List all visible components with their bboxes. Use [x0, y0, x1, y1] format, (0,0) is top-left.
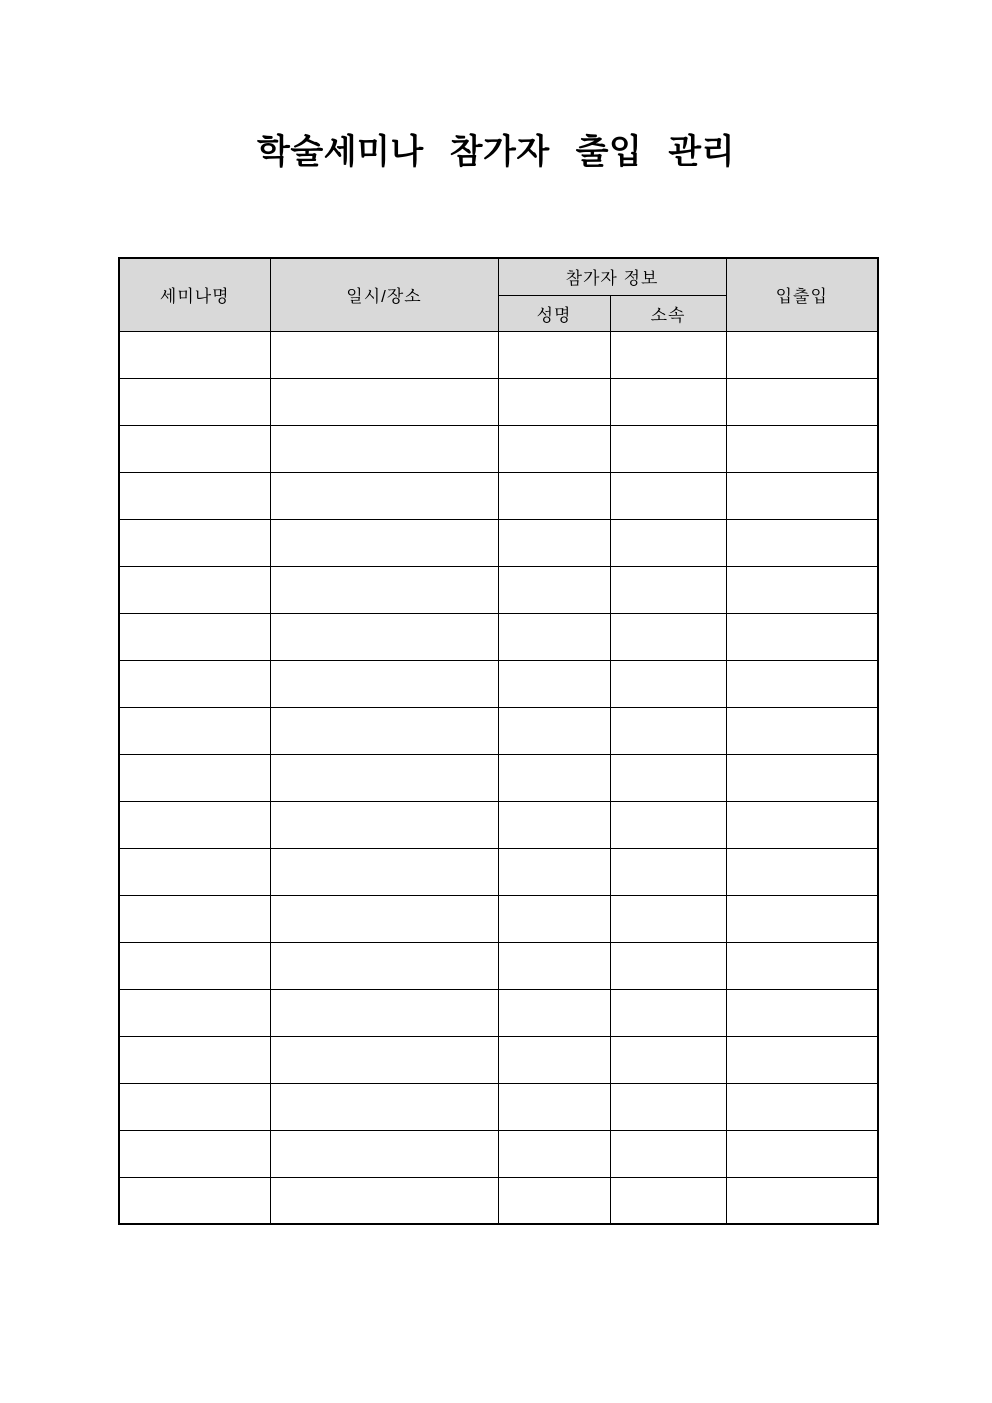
- empty-cell-entry_exit: [726, 566, 878, 613]
- empty-cell-affiliation: [610, 519, 726, 566]
- empty-cell-entry_exit: [726, 1177, 878, 1224]
- empty-cell-seminar_name: [119, 519, 270, 566]
- table-row: [119, 660, 878, 707]
- empty-cell-seminar_name: [119, 331, 270, 378]
- empty-cell-entry_exit: [726, 1036, 878, 1083]
- table-row: [119, 566, 878, 613]
- empty-cell-entry_exit: [726, 848, 878, 895]
- header-affiliation: 소속: [610, 295, 726, 331]
- empty-cell-affiliation: [610, 895, 726, 942]
- attendance-table: [118, 257, 879, 1225]
- empty-cell-name: [498, 754, 610, 801]
- empty-cell-entry_exit: [726, 1130, 878, 1177]
- table-row: [119, 519, 878, 566]
- empty-cell-name: [498, 895, 610, 942]
- empty-cell-seminar_name: [119, 1083, 270, 1130]
- empty-cell-entry_exit: [726, 989, 878, 1036]
- empty-cell-seminar_name: [119, 425, 270, 472]
- empty-cell-name: [498, 425, 610, 472]
- empty-cell-affiliation: [610, 707, 726, 754]
- empty-cell-seminar_name: [119, 942, 270, 989]
- empty-cell-date_place: [270, 754, 498, 801]
- table-row: [119, 848, 878, 895]
- empty-cell-name: [498, 519, 610, 566]
- empty-cell-entry_exit: [726, 660, 878, 707]
- table-row: [119, 801, 878, 848]
- empty-cell-date_place: [270, 331, 498, 378]
- table-row: [119, 989, 878, 1036]
- empty-cell-seminar_name: [119, 707, 270, 754]
- empty-cell-name: [498, 989, 610, 1036]
- empty-cell-affiliation: [610, 378, 726, 425]
- empty-cell-date_place: [270, 1130, 498, 1177]
- empty-cell-date_place: [270, 566, 498, 613]
- table-body: [119, 331, 878, 1224]
- empty-cell-name: [498, 378, 610, 425]
- empty-cell-entry_exit: [726, 331, 878, 378]
- header-date-place: 일시/장소: [270, 258, 498, 331]
- empty-cell-name: [498, 942, 610, 989]
- empty-cell-name: [498, 1130, 610, 1177]
- empty-cell-seminar_name: [119, 566, 270, 613]
- header-entry-exit: 입출입: [726, 258, 878, 331]
- empty-cell-name: [498, 848, 610, 895]
- table-row: [119, 331, 878, 378]
- empty-cell-seminar_name: [119, 754, 270, 801]
- table-row: [119, 378, 878, 425]
- table-row: [119, 1083, 878, 1130]
- table-row: [119, 895, 878, 942]
- table-row: [119, 425, 878, 472]
- empty-cell-affiliation: [610, 613, 726, 660]
- empty-cell-name: [498, 613, 610, 660]
- empty-cell-seminar_name: [119, 378, 270, 425]
- empty-cell-affiliation: [610, 331, 726, 378]
- empty-cell-affiliation: [610, 942, 726, 989]
- empty-cell-entry_exit: [726, 707, 878, 754]
- empty-cell-entry_exit: [726, 613, 878, 660]
- empty-cell-name: [498, 1083, 610, 1130]
- empty-cell-seminar_name: [119, 895, 270, 942]
- empty-cell-seminar_name: [119, 1177, 270, 1224]
- table-row: [119, 942, 878, 989]
- empty-cell-date_place: [270, 989, 498, 1036]
- header-participant-info: 참가자 정보: [498, 258, 726, 295]
- empty-cell-name: [498, 1177, 610, 1224]
- empty-cell-date_place: [270, 707, 498, 754]
- empty-cell-affiliation: [610, 1130, 726, 1177]
- empty-cell-name: [498, 660, 610, 707]
- table-row: [119, 613, 878, 660]
- table-row: [119, 707, 878, 754]
- empty-cell-affiliation: [610, 848, 726, 895]
- empty-cell-date_place: [270, 378, 498, 425]
- empty-cell-date_place: [270, 519, 498, 566]
- empty-cell-entry_exit: [726, 1083, 878, 1130]
- empty-cell-affiliation: [610, 1036, 726, 1083]
- empty-cell-seminar_name: [119, 1130, 270, 1177]
- empty-cell-entry_exit: [726, 378, 878, 425]
- empty-cell-name: [498, 331, 610, 378]
- empty-cell-date_place: [270, 848, 498, 895]
- empty-cell-affiliation: [610, 1177, 726, 1224]
- empty-cell-date_place: [270, 801, 498, 848]
- empty-cell-affiliation: [610, 660, 726, 707]
- empty-cell-name: [498, 1036, 610, 1083]
- empty-cell-entry_exit: [726, 425, 878, 472]
- empty-cell-date_place: [270, 425, 498, 472]
- empty-cell-affiliation: [610, 1083, 726, 1130]
- table-row: [119, 754, 878, 801]
- table-row: [119, 1130, 878, 1177]
- empty-cell-date_place: [270, 472, 498, 519]
- empty-cell-entry_exit: [726, 942, 878, 989]
- empty-cell-entry_exit: [726, 801, 878, 848]
- empty-cell-name: [498, 566, 610, 613]
- empty-cell-affiliation: [610, 801, 726, 848]
- header-row-main: [119, 258, 878, 295]
- empty-cell-seminar_name: [119, 472, 270, 519]
- empty-cell-entry_exit: [726, 519, 878, 566]
- empty-cell-affiliation: [610, 566, 726, 613]
- header-seminar-name: 세미나명: [119, 258, 270, 331]
- table-row: [119, 472, 878, 519]
- empty-cell-name: [498, 801, 610, 848]
- empty-cell-name: [498, 472, 610, 519]
- page-title: 학술세미나 참가자 출입 관리: [257, 133, 735, 171]
- empty-cell-date_place: [270, 1083, 498, 1130]
- header-name: 성명: [498, 295, 610, 331]
- empty-cell-date_place: [270, 895, 498, 942]
- empty-cell-affiliation: [610, 754, 726, 801]
- empty-cell-date_place: [270, 942, 498, 989]
- empty-cell-affiliation: [610, 989, 726, 1036]
- empty-cell-entry_exit: [726, 754, 878, 801]
- empty-cell-seminar_name: [119, 989, 270, 1036]
- table-header: [119, 258, 878, 331]
- empty-cell-entry_exit: [726, 895, 878, 942]
- empty-cell-affiliation: [610, 425, 726, 472]
- empty-cell-seminar_name: [119, 660, 270, 707]
- table-row: [119, 1177, 878, 1224]
- empty-cell-date_place: [270, 660, 498, 707]
- empty-cell-date_place: [270, 613, 498, 660]
- empty-cell-seminar_name: [119, 1036, 270, 1083]
- table-row: [119, 1036, 878, 1083]
- empty-cell-date_place: [270, 1177, 498, 1224]
- empty-cell-date_place: [270, 1036, 498, 1083]
- empty-cell-affiliation: [610, 472, 726, 519]
- empty-cell-seminar_name: [119, 801, 270, 848]
- empty-cell-entry_exit: [726, 472, 878, 519]
- empty-cell-seminar_name: [119, 613, 270, 660]
- empty-cell-name: [498, 707, 610, 754]
- empty-cell-seminar_name: [119, 848, 270, 895]
